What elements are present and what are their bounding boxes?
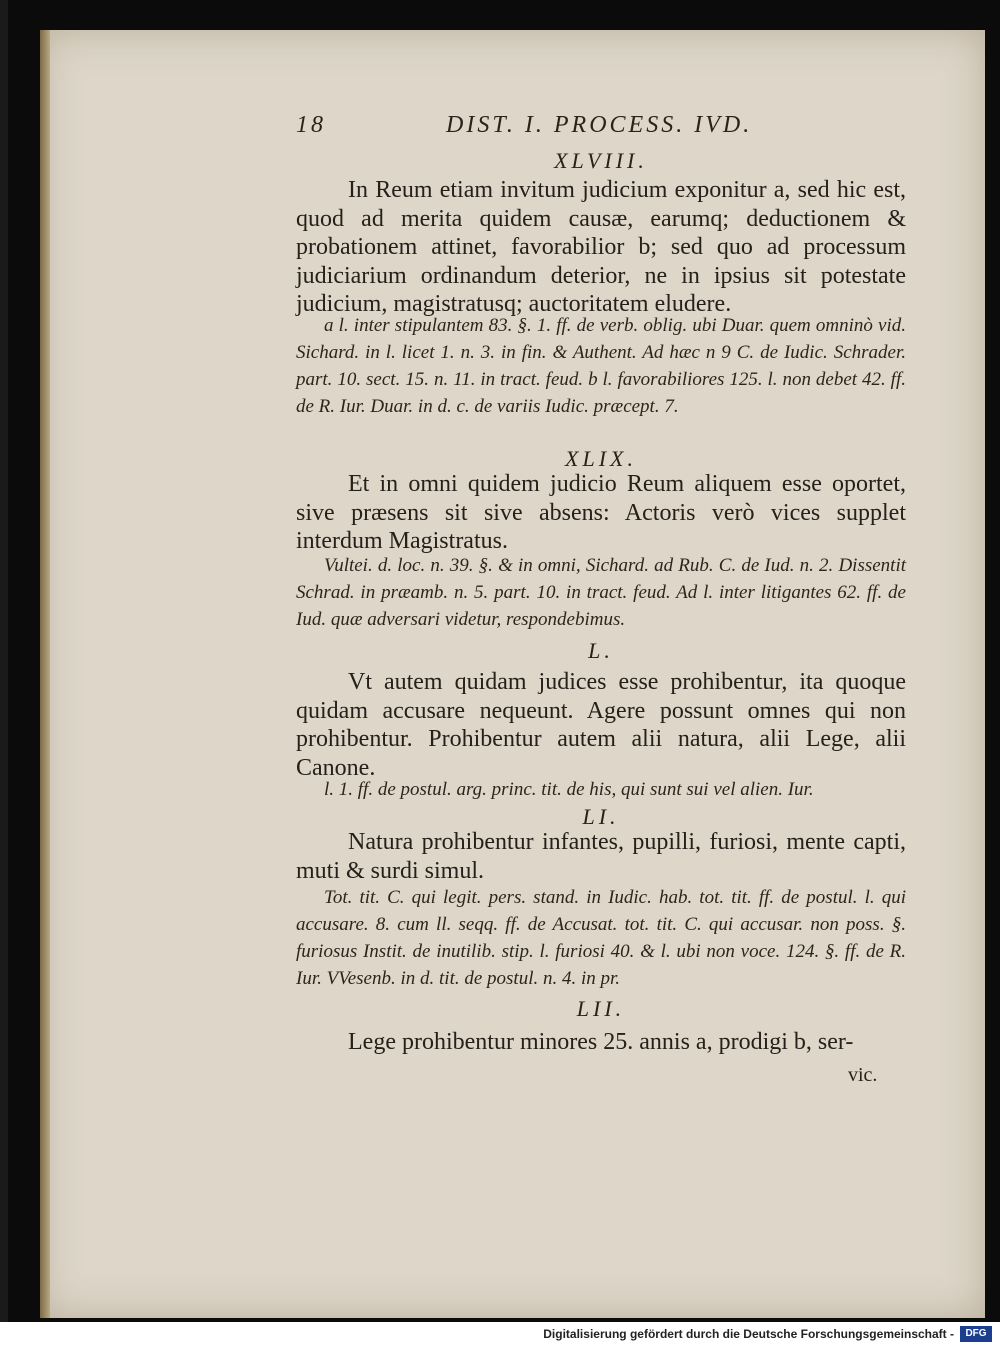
section-heading: LI. (582, 804, 620, 829)
funding-credit: Digitalisierung gefördert durch die Deutsche Forschungsgemeinschaft - (543, 1327, 954, 1341)
page-number: 18 (296, 112, 326, 138)
scan-border (0, 0, 8, 1322)
section-body (296, 176, 906, 319)
citation-note: Tot. tit. C. qui legit. pers. stand. in Iudic. hab. tot. tit. ff. de postul. l. qui accusare. 8. cum ll. seqq. ff. de Accusat. tot. tit. C. qui accusar. non poss. §. furiosus Instit. de inutilib. stip. l. furiosi 40. & l. ubi non voce. 124. §. ff. de R. Iur. VVesenb. in d. tit. de postul. n. 4. in pr. (296, 887, 906, 989)
footer-bar (0, 1322, 1000, 1346)
citation-note: Vultei. d. loc. n. 39. §. & in omni, Sichard. ad Rub. C. de Iud. n. 2. Dissentit Schrad. in præamb. n. 5. part. 10. in tract. feud. Ad l. inter litigantes 62. ff. de Iud. quæ adversari videtur, respondebimus. (296, 555, 906, 630)
running-head (296, 112, 896, 142)
section-note (296, 552, 906, 633)
section-heading: XLIX. (565, 446, 637, 471)
section-body (296, 668, 906, 782)
section-note (296, 312, 906, 420)
dfg-logo: DFG (960, 1326, 992, 1342)
running-title: DIST. I. PROCESS. IVD. (446, 112, 753, 138)
section-heading: L. (588, 638, 614, 663)
paragraph: Et in omni quidem judicio Reum aliquem esse oportet, sive præsens sit sive absens: Actoris verò vices supplet interdum Magistratus. (296, 471, 906, 554)
page-binding-edge (40, 30, 50, 1318)
citation-note: l. 1. ff. de postul. arg. princ. tit. de his, qui sunt sui vel alien. Iur. (324, 779, 814, 800)
section-body (296, 1028, 906, 1057)
paragraph: Vt autem quidam judices esse prohibentur, ita quoque quidam accusare nequeunt. Agere possunt omnes qui non prohibentur. Prohibentur autem alii natura, alii Lege, alii Canone. (296, 669, 906, 781)
citation-note: a l. inter stipulantem 83. §. 1. ff. de verb. oblig. ubi Duar. quem omninò vid. Sichard. in l. licet 1. n. 3. in fin. & Authent. Ad hæc n 9 C. de Iudic. Schrader. part. 10. sect. 15. n. 11. in tract. feud. b l. favorabiliores 125. l. non debet 42. ff. de R. Iur. Duar. in d. c. de variis Iudic. præcept. 7. (296, 315, 906, 417)
catchword: vic. (848, 1064, 878, 1086)
section-body (296, 828, 906, 885)
paragraph: In Reum etiam invitum judicium exponitur a, sed hic est, quod ad merita quidem causæ, earumq; deductionem & probationem attinet, favorabilior b; sed quo ad processum judiciarium ordinandum deterior, ne in ipsius sit potestate judicium, magistratusq; auctoritatem eludere. (296, 177, 906, 317)
section-note (296, 884, 906, 992)
section-note (296, 776, 906, 803)
paragraph: Natura prohibentur infantes, pupilli, furiosi, mente capti, muti & surdi simul. (296, 829, 906, 884)
section-heading: XLVIII. (554, 148, 648, 173)
section-heading: LII. (576, 996, 626, 1021)
section-body (296, 470, 906, 556)
paragraph: Lege prohibentur minores 25. annis a, prodigi b, ser- (348, 1029, 854, 1055)
